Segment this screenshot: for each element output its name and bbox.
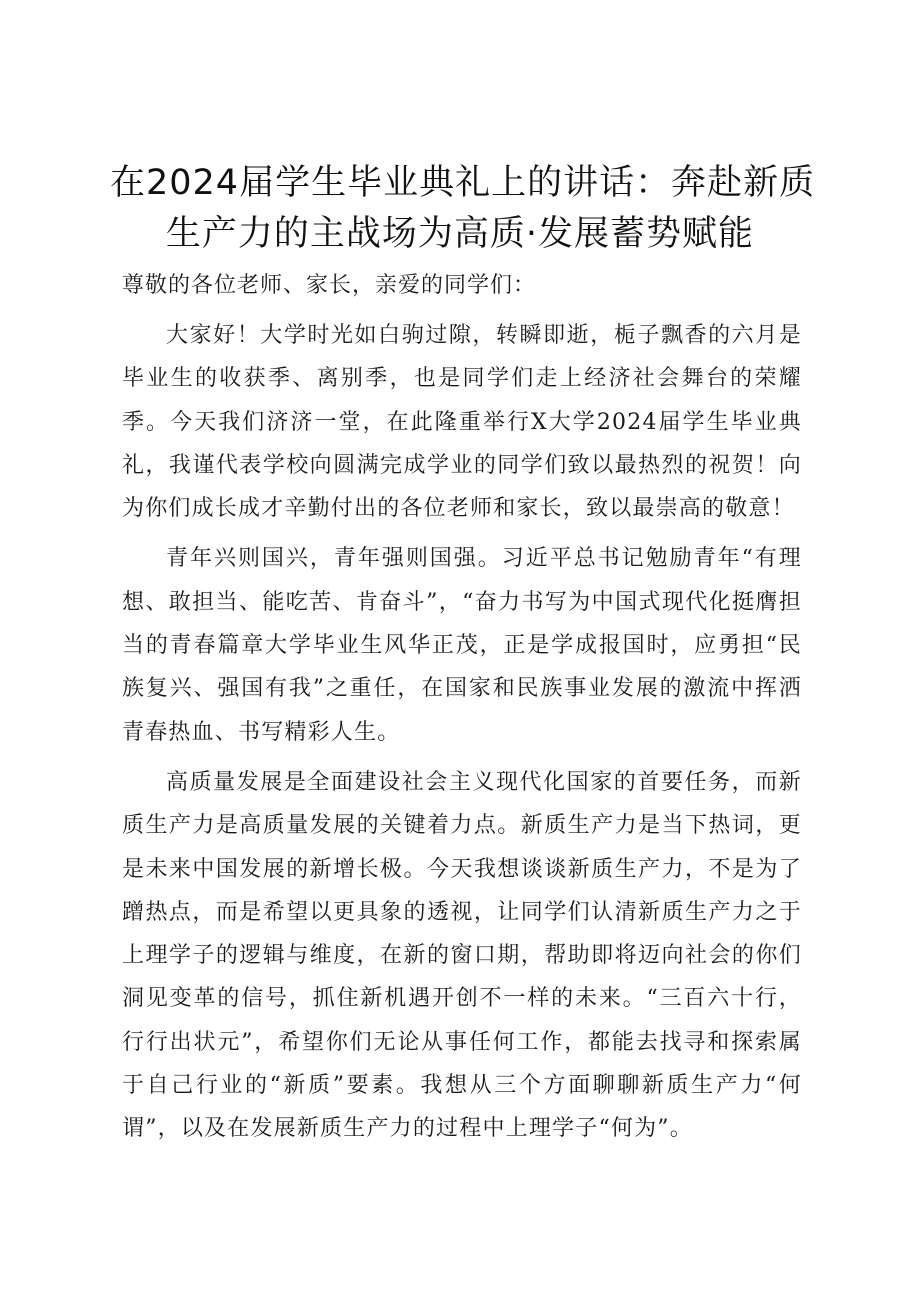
document-body bbox=[122, 264, 802, 1151]
title-line-2: 生产力的主战场为高质·发展蓄势赋能 bbox=[165, 214, 755, 254]
salutation: 尊敬的各位老师、家长，亲爱的同学们： bbox=[122, 273, 537, 298]
paragraph-greeting: 大家好！大学时光如白驹过隙，转瞬即逝，栀子飘香的六月是毕业生的收获季、离别季，也是同学们走上经济社会舞台的荣耀季。今天我们济济一堂，在此隆重举行X大学2024届学生毕业典礼，我谨代表学校向圆满完成学业的同学们致以最热烈的祝贺！向为你们成长成才辛勤付出的各位老师和家长，致以最崇高的敬意！ bbox=[122, 323, 802, 522]
paragraph-productivity: 高质量发展是全面建设社会主义现代化国家的首要任务，而新质生产力是高质量发展的关键着力点。新质生产力是当下热词，更是未来中国发展的新增长极。今天我想谈谈新质生产力，不是为了蹭热点，而是希望以更具象的透视，让同学们认清新质生产力之于上理学子的逻辑与维度，在新的窗口期，帮助即将迈向社会的你们洞见变革的信号，抓住新机遇开创不一样的未来。“三百六十行，行行出状元”，希望你们无论从事任何工作，都能去找寻和探索属于自己行业的“新质”要素。我想从三个方面聊聊新质生产力“何谓”，以及在发展新质生产力的过程中上理学子“何为”。 bbox=[122, 769, 802, 1142]
title-line-1: 在2024届学生毕业典礼上的讲话：奔赴新质 bbox=[110, 163, 816, 203]
document-title bbox=[110, 158, 816, 260]
paragraph-youth: 青年兴则国兴，青年强则国强。习近平总书记勉励青年“有理想、敢担当、能吃苦、肯奋斗”，“奋力书写为中国式现代化挺膺担当的青春篇章大学毕业生风华正茂，正是学成报国时，应勇担“民族复兴、强国有我”之重任，在国家和民族事业发展的激流中挥洒青春热血、书写精彩人生。 bbox=[122, 546, 802, 745]
